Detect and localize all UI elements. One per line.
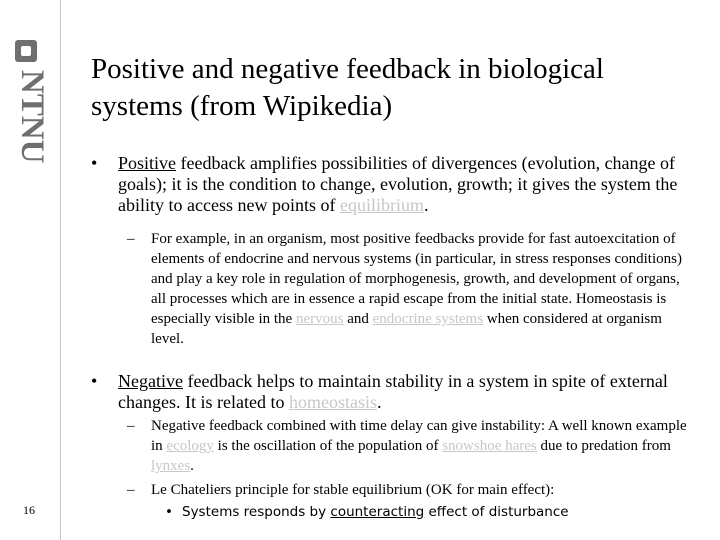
logo-text: NTNU: [14, 70, 50, 164]
link-nervous[interactable]: nervous: [295, 311, 344, 327]
link-equilibrium[interactable]: equilibrium: [339, 195, 424, 215]
negative-term: Negative: [118, 371, 183, 391]
subbullet-text: Negative feedback combined with time delay can give instability: A well known example in: [151, 418, 687, 454]
dash-icon: –: [127, 231, 135, 247]
subbullet-text: Le Chateliers principle for stable equilibrium (OK for main effect):: [151, 482, 555, 498]
link-homeostasis[interactable]: homeostasis: [288, 392, 377, 412]
sidebar: [0, 0, 61, 540]
subbullet-le-chatelier: [127, 480, 696, 500]
subbullet-text-and: and: [343, 311, 373, 327]
bullet-icon: •: [165, 504, 173, 520]
bullet-text: feedback helps to maintain stability in a system in spite of external changes. It is related to: [118, 371, 668, 412]
subsubbullet-text: Systems responds by: [182, 504, 331, 520]
subbullet-positive-example: [127, 229, 696, 349]
link-ecology[interactable]: ecology: [166, 438, 214, 454]
bullet-text-end: .: [423, 195, 429, 215]
subbullet-time-delay: [127, 416, 696, 476]
dash-icon: –: [127, 418, 135, 434]
page-number: 16: [23, 503, 35, 517]
bullet-text: feedback amplifies possibilities of divergences (evolution, change of goals); it is the condition to change, evolution, growth; it gives the system the ability to access new points of: [118, 153, 678, 215]
counteracting-term: counteracting: [330, 504, 425, 520]
bullet-negative-feedback: [91, 371, 698, 413]
subbullet-text-end: .: [190, 458, 194, 474]
subbullet-text: For example, in an organism, most positive feedbacks provide for fast autoexcitation of elements of endocrine and nervous systems (in particular, in stress responses conditions) and play a key role in regulation of morphogenesis, growth, and development of organs, all processes which are in essence a rapid escape from the initial state. Homeostasis is especially visible in the: [151, 231, 682, 327]
subbullet-text-end: when considered at organism level.: [151, 311, 662, 347]
subbullet-text-2: is the oscillation of the population of: [213, 438, 443, 454]
bullet-text-end: .: [376, 392, 382, 412]
logo-square-icon: [15, 40, 37, 62]
bullet-icon: •: [91, 371, 98, 391]
subsubbullet-counteracting: [165, 503, 682, 521]
bullet-icon: •: [91, 153, 98, 173]
link-lynxes[interactable]: lynxes: [151, 458, 191, 474]
positive-term: Positive: [118, 153, 177, 173]
ntnu-logo: [8, 40, 48, 185]
subbullet-text-3: due to predation from: [536, 438, 671, 454]
link-snowshoe-hares[interactable]: snowshoe hares: [442, 438, 537, 454]
bullet-positive-feedback: [91, 153, 698, 216]
link-endocrine-systems[interactable]: endocrine systems: [372, 311, 484, 327]
slide-title: Positive and negative feedback in biological systems (from Wipikedia): [91, 53, 604, 122]
subsubbullet-text-end: effect of disturbance: [424, 504, 569, 520]
dash-icon: –: [127, 482, 135, 498]
